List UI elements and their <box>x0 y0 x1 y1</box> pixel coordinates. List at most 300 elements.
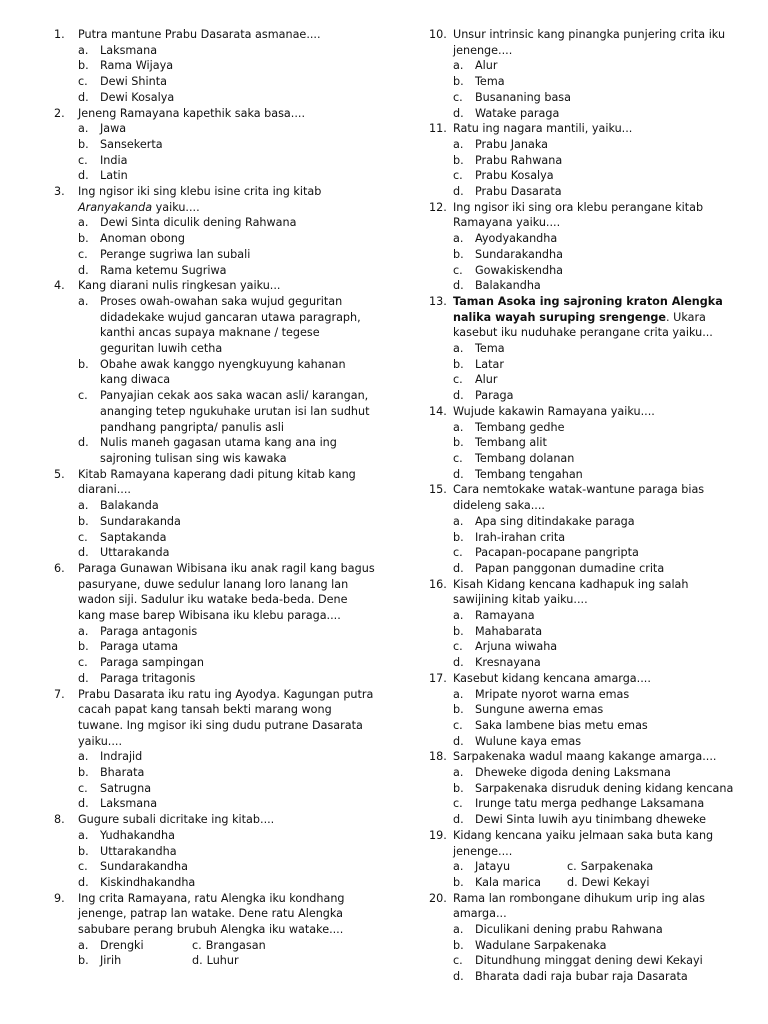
left-column <box>48 27 376 969</box>
question-stem <box>423 294 741 341</box>
answer-option <box>423 388 741 404</box>
answer-option <box>48 388 376 435</box>
option-letter: d. <box>453 279 464 293</box>
option-letter: b. <box>78 954 89 968</box>
option-text: Saptakanda <box>100 530 167 544</box>
question-number <box>48 27 78 43</box>
question-item <box>48 184 376 278</box>
answer-option <box>48 545 376 561</box>
option-letter: c. <box>78 247 88 261</box>
option-text: Irah-irahan crita <box>475 530 566 544</box>
answer-option <box>423 137 741 153</box>
answer-option <box>48 231 376 247</box>
answer-option <box>453 859 567 875</box>
question-item <box>48 891 376 970</box>
question-text-main: Putra mantune Prabu Dasarata asmanae.... <box>78 28 321 41</box>
question-text-bold: Taman Asoka ing sajroning kraton Alengka nalika wayah suruping srengenge <box>453 294 723 324</box>
option-letter: b. <box>78 844 89 858</box>
question-number <box>48 467 78 498</box>
option-text: Paraga utama <box>100 640 179 654</box>
question-item <box>48 561 376 687</box>
answer-option <box>48 294 376 357</box>
question-text-main: Sarpakenaka wadul maang kakange amarga.... <box>453 750 717 764</box>
option-text: Yudhakandha <box>100 828 175 842</box>
option-letter: d. <box>453 185 464 199</box>
question-number <box>48 687 78 750</box>
option-text: Prabu Rahwana <box>475 153 563 167</box>
question-stem <box>48 278 376 294</box>
answer-option <box>423 687 741 703</box>
option-letter: c. <box>453 954 463 968</box>
question-text-main: Jeneng Ramayana kapethik saka basa.... <box>78 106 306 120</box>
question-item <box>423 294 741 404</box>
answer-option <box>423 451 741 467</box>
option-letter: b. <box>78 137 89 151</box>
question-number <box>423 891 453 922</box>
option-text: Wulune kaya emas <box>475 734 582 748</box>
option-text: Satrugna <box>100 781 152 795</box>
option-letter: b. <box>453 781 464 795</box>
question-number <box>423 27 453 58</box>
option-letter: a. <box>453 137 464 151</box>
question-number-text: 2. <box>54 106 65 120</box>
option-text: Latin <box>100 169 128 183</box>
answer-option <box>423 231 741 247</box>
option-letter: a. <box>78 122 89 136</box>
question-number <box>423 294 453 341</box>
answer-option <box>423 420 741 436</box>
question-stem <box>423 27 741 58</box>
question-item <box>48 106 376 185</box>
answer-option <box>48 875 376 891</box>
option-letter: c. <box>78 75 88 89</box>
question-text <box>78 278 376 294</box>
option-text: Arjuna wiwaha <box>475 640 558 654</box>
answer-option <box>48 153 376 169</box>
option-letter: c. <box>453 263 463 277</box>
question-text-italic: Aranyakanda <box>78 200 153 214</box>
option-text: Dheweke digoda dening Laksmana <box>475 766 671 780</box>
option-text: Prabu Kosalya <box>475 169 554 183</box>
option-letter: c. <box>78 530 88 544</box>
option-text: Indrajid <box>100 750 143 764</box>
answer-option <box>48 624 376 640</box>
answer-option <box>48 749 376 765</box>
option-text: Tembang tengahan <box>475 467 583 481</box>
question-stem <box>423 749 741 765</box>
option-letter: c. <box>78 781 88 795</box>
option-text: Uttarakandha <box>100 844 177 858</box>
answer-option <box>48 796 376 812</box>
option-text: Tembang alit <box>475 436 547 450</box>
answer-option <box>423 106 741 122</box>
question-item <box>423 891 741 985</box>
option-text: Sarpakenaka disruduk dening kidang kencana <box>475 781 734 795</box>
answer-option <box>423 781 741 797</box>
option-text: Saka lambene bias metu emas <box>475 718 648 732</box>
option-letter: c. <box>192 938 202 952</box>
answer-option <box>423 435 741 451</box>
answer-option <box>48 137 376 153</box>
question-stem <box>48 27 376 43</box>
question-number <box>48 106 78 122</box>
option-text: Nulis maneh gagasan utama kang ana ing sajroning tulisan sing wis kawaka <box>100 436 337 465</box>
question-stem <box>423 121 741 137</box>
question-text-main: Kitab Ramayana kaperang dadi pitung kitab kang diarani.... <box>78 467 356 497</box>
option-text: Dewi Shinta <box>100 75 167 89</box>
option-text: Rama Wijaya <box>100 59 174 73</box>
option-letter: d. <box>78 546 89 560</box>
option-text: Bharata <box>100 766 145 780</box>
option-text: Watake paraga <box>475 106 560 120</box>
answer-option <box>48 639 376 655</box>
question-number <box>423 749 453 765</box>
question-number-text: 13. <box>429 294 447 308</box>
answer-option <box>423 718 741 734</box>
option-letter: c. <box>453 373 463 387</box>
option-text: Perange sugriwa lan subali <box>100 247 251 261</box>
answer-option <box>48 58 376 74</box>
option-letter: b. <box>78 640 89 654</box>
question-stem <box>48 467 376 498</box>
answer-option <box>423 514 741 530</box>
option-text: Tembang dolanan <box>475 451 575 465</box>
question-text-after: yaiku.... <box>152 200 200 214</box>
question-stem <box>423 200 741 231</box>
answer-option <box>48 121 376 137</box>
option-text: Balakanda <box>100 499 159 513</box>
option-text: Mahabarata <box>475 624 543 638</box>
option-letter: c. <box>453 797 463 811</box>
question-stem <box>423 482 741 513</box>
question-number-text: 9. <box>54 891 65 905</box>
option-letter: c. <box>453 90 463 104</box>
answer-option <box>423 796 741 812</box>
question-stem <box>423 671 741 687</box>
option-letter: a. <box>453 59 464 73</box>
option-text: Paraga antagonis <box>100 624 198 638</box>
option-text: Mripate nyorot warna emas <box>475 687 630 701</box>
question-number-text: 10. <box>429 28 447 41</box>
answer-option <box>48 514 376 530</box>
question-text-main: Rama lan rombongane dihukum urip ing alas amarga... <box>453 891 705 921</box>
option-letter: b. <box>453 357 464 371</box>
option-letter: a. <box>453 860 464 874</box>
option-text: India <box>100 153 128 167</box>
option-text: Jawa <box>100 122 127 136</box>
option-letter: c. <box>453 169 463 183</box>
option-letter: a. <box>78 216 89 230</box>
option-letter: d. <box>78 671 89 685</box>
question-text-main: Paraga Gunawan Wibisana iku anak ragil kang bagus pasuryane, duwe sedulur lanang loro lanang lan wadon siji. Sadulur iku watake beda-beda. Dene kang mase barep Wibisana iku klebu paraga.... <box>78 561 375 623</box>
option-text: Tembang gedhe <box>475 420 565 434</box>
question-number-text: 18. <box>429 750 447 764</box>
option-text: Diculikani dening prabu Rahwana <box>475 923 663 937</box>
option-letter: b. <box>78 232 89 246</box>
option-letter: b. <box>453 938 464 952</box>
option-text: Busananing basa <box>475 90 571 104</box>
option-letter: a. <box>453 609 464 623</box>
question-number-text: 12. <box>429 200 447 214</box>
question-item <box>423 577 741 671</box>
option-letter: a. <box>453 342 464 356</box>
question-text-main: Cara nemtokake watak-wantune paraga bias dideleng saka.... <box>453 483 705 513</box>
answer-option <box>423 969 741 985</box>
option-letter: a. <box>78 43 89 57</box>
option-text: Pacapan-pocapane pangripta <box>475 546 639 560</box>
question-number-text: 7. <box>54 687 65 701</box>
option-text: Prabu Dasarata <box>475 185 562 199</box>
answer-option <box>48 828 376 844</box>
question-number <box>423 577 453 608</box>
option-letter: d. <box>453 106 464 120</box>
option-letter: b. <box>453 75 464 89</box>
option-letter: a. <box>453 514 464 528</box>
answer-option <box>423 58 741 74</box>
option-text: Sundarakanda <box>100 514 181 528</box>
question-text <box>453 891 741 922</box>
option-letter: a. <box>78 750 89 764</box>
answer-option <box>423 467 741 483</box>
option-text: Anoman obong <box>100 232 185 246</box>
answer-option <box>567 875 650 891</box>
question-number <box>423 482 453 513</box>
option-text: Paraga <box>475 389 514 403</box>
option-letter: b. <box>453 703 464 717</box>
option-letter: a. <box>453 923 464 937</box>
question-stem <box>48 561 376 624</box>
option-text: Ramayana <box>475 609 535 623</box>
answer-option <box>48 168 376 184</box>
question-item <box>48 27 376 106</box>
question-number-text: 4. <box>54 279 65 293</box>
question-item <box>423 749 741 828</box>
question-text-main: . Ukara kasebut iku nuduhake perangane crita yaiku... <box>453 310 713 340</box>
question-number-text: 15. <box>429 483 447 497</box>
option-text: Latar <box>475 357 504 371</box>
question-text <box>453 294 741 341</box>
answer-option <box>423 263 741 279</box>
option-letter: b. <box>453 247 464 261</box>
option-letter: d. <box>567 875 578 889</box>
question-item <box>423 404 741 483</box>
question-item <box>423 671 741 750</box>
answer-option <box>48 765 376 781</box>
question-number-text: 11. <box>429 122 447 136</box>
option-letter: c. <box>78 860 88 874</box>
option-text: Panyajian cekak aos saka wacan asli/ karangan, ananging tetep ngukuhake urutan isi lan sudhut pandhang pangripta/ panulis asli <box>100 389 370 434</box>
option-letter: d. <box>453 970 464 984</box>
option-text: Jatayu <box>475 860 511 874</box>
option-text: Sungune awerna emas <box>475 703 604 717</box>
option-letter: c. <box>78 153 88 167</box>
option-letter: a. <box>78 624 89 638</box>
option-letter: b. <box>78 766 89 780</box>
question-number <box>48 812 78 828</box>
option-text: Bharata dadi raja bubar raja Dasarata <box>475 970 688 984</box>
option-letter: b. <box>78 514 89 528</box>
option-letter: c. <box>453 718 463 732</box>
option-letter: c. <box>78 389 88 403</box>
question-item <box>423 200 741 294</box>
question-text <box>453 404 741 420</box>
answer-option <box>48 844 376 860</box>
option-text: Alur <box>475 59 498 73</box>
question-number <box>423 671 453 687</box>
question-number <box>423 404 453 420</box>
option-letter: b. <box>453 624 464 638</box>
question-number-text: 14. <box>429 404 447 418</box>
option-text: Brangasan <box>205 938 266 952</box>
option-text: Luhur <box>206 954 239 968</box>
option-text: Sundarakandha <box>100 860 188 874</box>
question-stem <box>48 891 376 938</box>
question-text <box>453 200 741 231</box>
question-text-main: Kang diarani nulis ringkesan yaiku... <box>78 279 281 293</box>
answer-option-row <box>423 859 741 875</box>
answer-option-row <box>48 953 376 969</box>
option-letter: c. <box>453 451 463 465</box>
question-text-main: Unsur intrinsic kang pinangka punjering crita iku jenenge.... <box>453 28 726 57</box>
option-letter: d. <box>453 813 464 827</box>
option-letter: a. <box>78 499 89 513</box>
option-letter: a. <box>453 766 464 780</box>
answer-option <box>423 765 741 781</box>
question-number <box>423 200 453 231</box>
option-text: Wadulane Sarpakenaka <box>475 938 607 952</box>
option-text: Sundarakandha <box>475 247 563 261</box>
question-text <box>453 828 741 859</box>
answer-option <box>423 655 741 671</box>
question-number-text: 20. <box>429 891 447 905</box>
option-text: Sansekerta <box>100 137 163 151</box>
question-number <box>423 121 453 137</box>
question-text <box>453 749 741 765</box>
option-text: Paraga tritagonis <box>100 671 196 685</box>
question-item <box>423 121 741 200</box>
question-text <box>78 687 376 750</box>
answer-option <box>567 859 653 875</box>
option-letter: b. <box>78 59 89 73</box>
option-letter: d. <box>78 875 89 889</box>
question-item <box>48 812 376 891</box>
answer-option <box>423 624 741 640</box>
option-letter: b. <box>453 530 464 544</box>
question-text <box>78 27 376 43</box>
answer-option <box>423 734 741 750</box>
question-text-main: Ing crita Ramayana, ratu Alengka iku kondhang jenenge, patrap lan watake. Dene ratu Alengka sabubare perang brubuh Alengka iku watake.... <box>78 891 345 937</box>
option-letter: a. <box>453 232 464 246</box>
question-number-text: 3. <box>54 185 65 199</box>
option-letter: d. <box>78 90 89 104</box>
option-text: Gowakiskendha <box>475 263 564 277</box>
answer-option <box>423 702 741 718</box>
option-letter: d. <box>78 263 89 277</box>
answer-option <box>423 953 741 969</box>
question-stem <box>423 828 741 859</box>
option-text: Tema <box>475 342 505 356</box>
option-text: Sarpakenaka <box>580 860 654 874</box>
option-text: Proses owah-owahan saka wujud geguritan didadekake wujud gancaran utawa paragraph, kanthi ancas supaya maknane / tegese geguritan luwih cetha <box>100 294 361 356</box>
question-text <box>78 106 376 122</box>
answer-option-row <box>423 875 741 891</box>
question-item <box>48 687 376 813</box>
option-text: Alur <box>475 373 498 387</box>
answer-option <box>48 247 376 263</box>
answer-option <box>423 153 741 169</box>
option-letter: d. <box>78 797 89 811</box>
option-text: Prabu Janaka <box>475 137 548 151</box>
option-text: Ayodyakandha <box>475 232 558 246</box>
answer-option <box>423 561 741 577</box>
question-stem <box>48 184 376 215</box>
question-text-main: Wujude kakawin Ramayana yaiku.... <box>453 404 655 418</box>
answer-option <box>48 859 376 875</box>
answer-option <box>48 671 376 687</box>
option-text: Uttarakanda <box>100 546 170 560</box>
answer-option <box>78 953 192 969</box>
answer-option <box>423 938 741 954</box>
answer-option <box>423 247 741 263</box>
question-text <box>453 121 741 137</box>
answer-option <box>192 938 266 954</box>
option-text: Balakandha <box>475 279 541 293</box>
option-letter: d. <box>453 561 464 575</box>
answer-option <box>423 90 741 106</box>
option-text: Ditundhung minggat dening dewi Kekayi <box>475 954 703 968</box>
answer-option <box>453 875 567 891</box>
option-text: Obahe awak kanggo nyengkuyung kahanan kang diwaca <box>100 357 346 387</box>
question-text <box>453 482 741 513</box>
answer-option <box>78 938 192 954</box>
option-letter: d. <box>78 169 89 183</box>
answer-option <box>48 357 376 388</box>
question-number-text: 1. <box>54 28 65 41</box>
question-text <box>453 671 741 687</box>
option-letter: d. <box>192 954 203 968</box>
question-number <box>48 891 78 938</box>
question-text <box>453 27 741 58</box>
answer-option <box>48 43 376 59</box>
answer-option-row <box>48 938 376 954</box>
question-text-main: Kisah Kidang kencana kadhapuk ing salah sawijining kitab yaiku.... <box>453 577 689 607</box>
question-text <box>78 467 376 498</box>
question-text-main: Prabu Dasarata iku ratu ing Ayodya. Kagungan putra cacah papat kang tansah bekti marang wong tuwane. Ing mgisor iki sing dudu putrane Dasarata yaiku.... <box>78 687 374 748</box>
option-text: Dewi Kosalya <box>100 90 175 104</box>
question-stem <box>48 687 376 750</box>
answer-option <box>48 498 376 514</box>
option-letter: d. <box>453 656 464 670</box>
option-text: Laksmana <box>100 43 158 57</box>
answer-option <box>423 341 741 357</box>
answer-option <box>48 74 376 90</box>
question-text-main: Gugure subali dicritake ing kitab.... <box>78 813 275 827</box>
answer-option <box>192 953 239 969</box>
answer-option <box>423 74 741 90</box>
option-letter: a. <box>453 420 464 434</box>
question-text <box>78 891 376 938</box>
option-text: Dewi Sinta diculik dening Rahwana <box>100 216 297 230</box>
question-stem <box>423 577 741 608</box>
question-number <box>48 278 78 294</box>
answer-option <box>48 263 376 279</box>
question-number-text: 17. <box>429 671 447 685</box>
option-letter: d. <box>453 389 464 403</box>
option-text: Dewi Sinta luwih ayu tinimbang dheweke <box>475 813 707 827</box>
option-text: Laksmana <box>100 797 158 811</box>
question-number-text: 6. <box>54 561 65 575</box>
question-text <box>78 812 376 828</box>
